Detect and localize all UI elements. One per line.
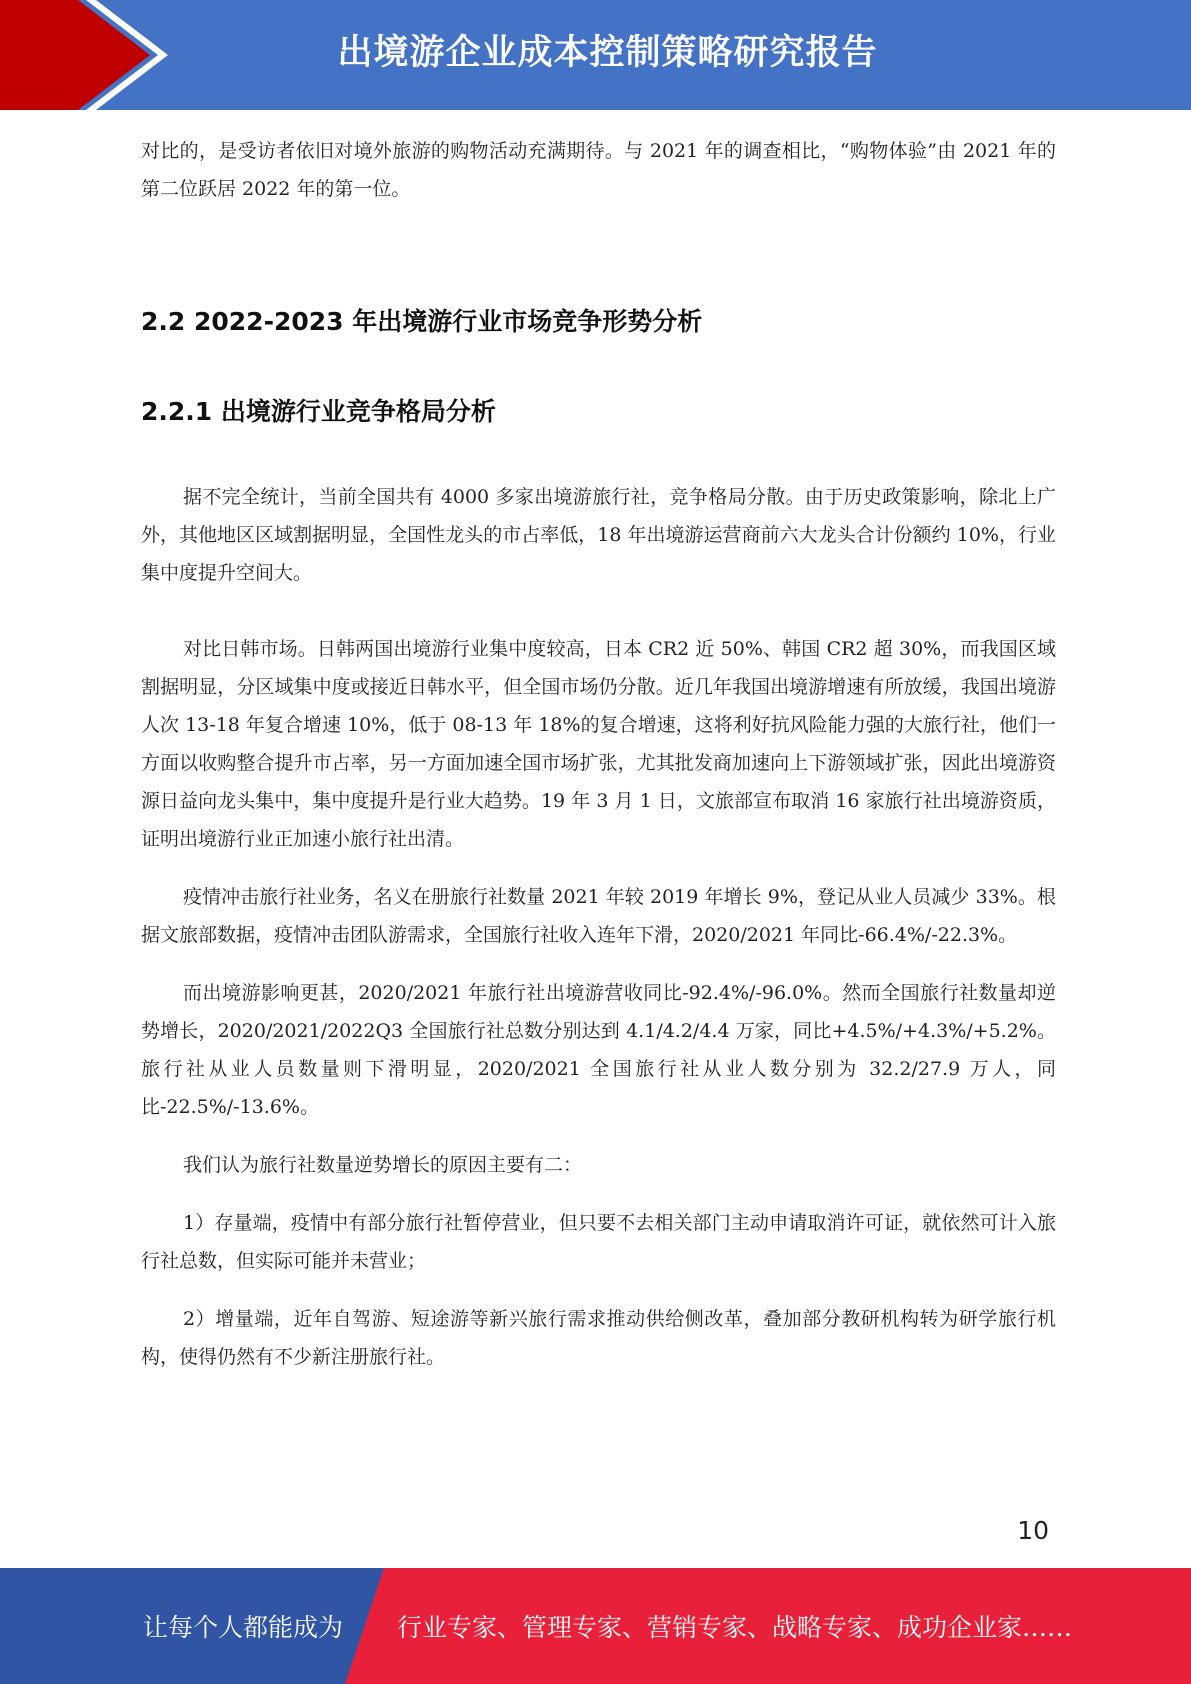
section-heading-2-2-1: 2.2.1 出境游行业竞争格局分析 [141,397,496,426]
document-body [141,132,1056,1376]
header-title: 出境游企业成本控制策略研究报告 [337,33,878,73]
paragraph-1: 据不完全统计，当前全国共有 4000 多家出境游旅行社，竞争格局分散。由于历史政策影响，除北上广外，其他地区区域割据明显，全国性龙头的市占率低，18 年出境游运营商前六大龙头合计份额约 10%，行业集中度提升空间大。 [141,486,1056,584]
paragraph-5: 我们认为旅行社数量逆势增长的原因主要有二： [183,1154,583,1176]
paragraph-3: 疫情冲击旅行社业务，名义在册旅行社数量 2021 年较 2019 年增长 9%，登记从业人员减少 33%。根据文旅部数据，疫情冲击团队游需求，全国旅行社收入连年下滑，2020/2021 年同比-66.4%/-22.3%。 [141,886,1056,946]
section-heading-2-2: 2.2 2022-2023 年出境游行业市场竞争形势分析 [141,307,703,336]
page-number: 10 [1017,1516,1049,1545]
footer-slogan-left: 让每个人都能成为 [143,1613,344,1642]
paragraph-7: 2）增量端，近年自驾游、短途游等新兴旅行需求推动供给侧改革，叠加部分教研机构转为研学旅行机构，使得仍然有不少新注册旅行社。 [141,1308,1056,1368]
paragraph-6: 1）存量端，疫情中有部分旅行社暂停营业，但只要不去相关部门主动申请取消许可证，就依然可计入旅行社总数，但实际可能并未营业； [141,1212,1056,1272]
page-header [0,0,1191,110]
paragraph-2: 对比日韩市场。日韩两国出境游行业集中度较高，日本 CR2 近 50%、韩国 CR2 超 30%，而我国区域割据明显，分区域集中度或接近日韩水平，但全国市场仍分散。近几年我国出境游增速有所放缓，我国出境游人次 13-18 年复合增速 10%，低于 08-13 年 18%的复合增速，这将利好抗风险能力强的大旅行社，他们一方面以收购整合提升市占率，另一方面加速全国市场扩张，尤其批发商加速向上下游领域扩张，因此出境游资源日益向龙头集中，集中度提升是行业大趋势。19 年 3 月 1 日，文旅部宣布取消 16 家旅行社出境游资质，证明出境游行业正加速小旅行社出清。 [141,638,1056,850]
paragraph-continued: 对比的，是受访者依旧对境外旅游的购物活动充满期待。与 2021 年的调查相比，“购物体验”由 2021 年的第二位跃居 2022 年的第一位。 [141,140,1056,200]
footer-slogan-right: 行业专家、管理专家、营销专家、战略专家、成功企业家…… [397,1613,1073,1642]
paragraph-4: 而出境游影响更甚，2020/2021 年旅行社出境游营收同比-92.4%/-96.0%。然而全国旅行社数量却逆势增长，2020/2021/2022Q3 全国旅行社总数分别达到 4.1/4.2/4.4 万家，同比+4.5%/+4.3%/+5.2%。旅行社从业人员数量则下滑明显，2020/2021 全国旅行社从业人数分别为 32.2/27.9 万人，同比-22.5%/-13.6%。 [141,982,1056,1118]
page-footer [0,1568,1191,1684]
